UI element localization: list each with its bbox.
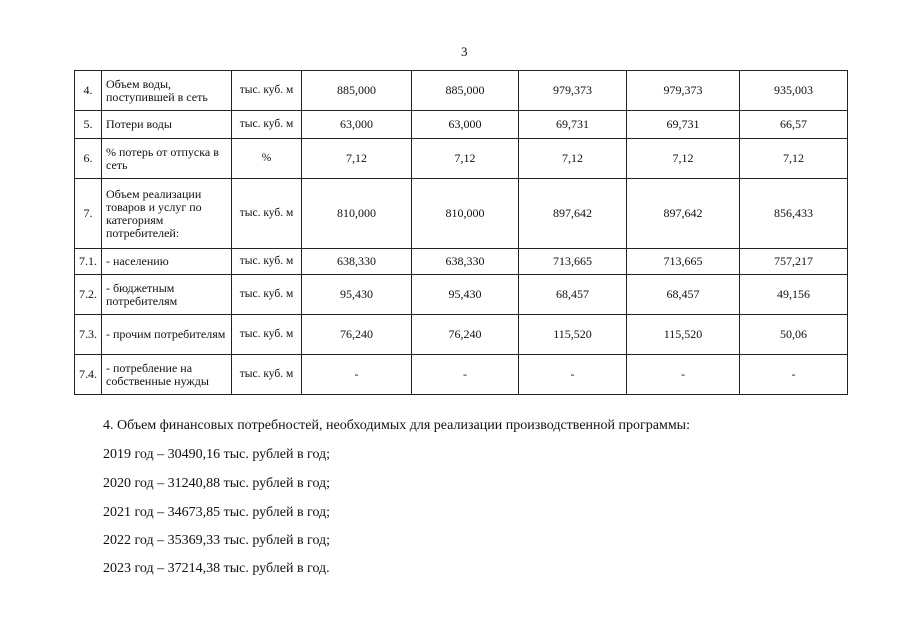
row-number: 7.1. — [75, 249, 102, 275]
section-heading: 4. Объем финансовых потребностей, необходимых для реализации производственной программы: — [103, 418, 690, 433]
value-cell: 95,430 — [302, 275, 412, 315]
indicators-table — [74, 70, 848, 395]
value-cell: 638,330 — [302, 249, 412, 275]
table-row — [75, 179, 848, 249]
value-cell: 69,731 — [627, 111, 740, 139]
value-cell: 897,642 — [627, 179, 740, 249]
financing-line: 2022 год – 35369,33 тыс. рублей в год; — [103, 533, 331, 548]
table-row — [75, 315, 848, 355]
table-row — [75, 249, 848, 275]
value-cell: - — [519, 355, 627, 395]
value-cell: 68,457 — [627, 275, 740, 315]
table-row — [75, 275, 848, 315]
value-cell: - — [302, 355, 412, 395]
financing-line: 2021 год – 34673,85 тыс. рублей в год; — [103, 505, 331, 520]
value-cell: 757,217 — [740, 249, 848, 275]
value-cell: 69,731 — [519, 111, 627, 139]
table-row — [75, 111, 848, 139]
row-number: 7.2. — [75, 275, 102, 315]
row-name: Потери воды — [102, 111, 232, 139]
value-cell: 638,330 — [412, 249, 519, 275]
row-unit: тыс. куб. м — [232, 71, 302, 111]
row-name: - прочим потребителям — [102, 315, 232, 355]
row-name: Объем реализации товаров и услуг по категориям потребителей: — [102, 179, 232, 249]
value-cell: 856,433 — [740, 179, 848, 249]
row-number: 4. — [75, 71, 102, 111]
value-cell: - — [740, 355, 848, 395]
value-cell: 7,12 — [412, 139, 519, 179]
row-number: 6. — [75, 139, 102, 179]
row-name: Объем воды, поступившей в сеть — [102, 71, 232, 111]
value-cell: - — [412, 355, 519, 395]
value-cell: 979,373 — [519, 71, 627, 111]
row-unit: тыс. куб. м — [232, 111, 302, 139]
value-cell: 885,000 — [412, 71, 519, 111]
row-number: 7.4. — [75, 355, 102, 395]
value-cell: 115,520 — [627, 315, 740, 355]
value-cell: 115,520 — [519, 315, 627, 355]
page-number: 3 — [461, 44, 468, 59]
value-cell: 66,57 — [740, 111, 848, 139]
financing-line: 2020 год – 31240,88 тыс. рублей в год; — [103, 476, 331, 491]
row-unit: тыс. куб. м — [232, 315, 302, 355]
value-cell: 76,240 — [412, 315, 519, 355]
value-cell: 810,000 — [302, 179, 412, 249]
value-cell: 713,665 — [627, 249, 740, 275]
value-cell: 95,430 — [412, 275, 519, 315]
row-number: 7. — [75, 179, 102, 249]
value-cell: 7,12 — [740, 139, 848, 179]
row-name: - бюджетным потребителям — [102, 275, 232, 315]
value-cell: 63,000 — [412, 111, 519, 139]
value-cell: 935,003 — [740, 71, 848, 111]
table-row — [75, 355, 848, 395]
row-unit: тыс. куб. м — [232, 275, 302, 315]
financing-line: 2023 год – 37214,38 тыс. рублей в год. — [103, 561, 330, 576]
value-cell: - — [627, 355, 740, 395]
value-cell: 897,642 — [519, 179, 627, 249]
value-cell: 49,156 — [740, 275, 848, 315]
value-cell: 713,665 — [519, 249, 627, 275]
row-unit: тыс. куб. м — [232, 355, 302, 395]
value-cell: 68,457 — [519, 275, 627, 315]
row-name: - потребление на собственные нужды — [102, 355, 232, 395]
value-cell: 979,373 — [627, 71, 740, 111]
row-name: - населению — [102, 249, 232, 275]
value-cell: 76,240 — [302, 315, 412, 355]
value-cell: 885,000 — [302, 71, 412, 111]
row-unit: тыс. куб. м — [232, 249, 302, 275]
row-unit: тыс. куб. м — [232, 179, 302, 249]
value-cell: 7,12 — [519, 139, 627, 179]
financing-line: 2019 год – 30490,16 тыс. рублей в год; — [103, 447, 331, 462]
row-unit: % — [232, 139, 302, 179]
row-number: 7.3. — [75, 315, 102, 355]
table-row — [75, 139, 848, 179]
row-name: % потерь от отпуска в сеть — [102, 139, 232, 179]
value-cell: 7,12 — [627, 139, 740, 179]
row-number: 5. — [75, 111, 102, 139]
value-cell: 50,06 — [740, 315, 848, 355]
value-cell: 63,000 — [302, 111, 412, 139]
value-cell: 7,12 — [302, 139, 412, 179]
table-row — [75, 71, 848, 111]
value-cell: 810,000 — [412, 179, 519, 249]
